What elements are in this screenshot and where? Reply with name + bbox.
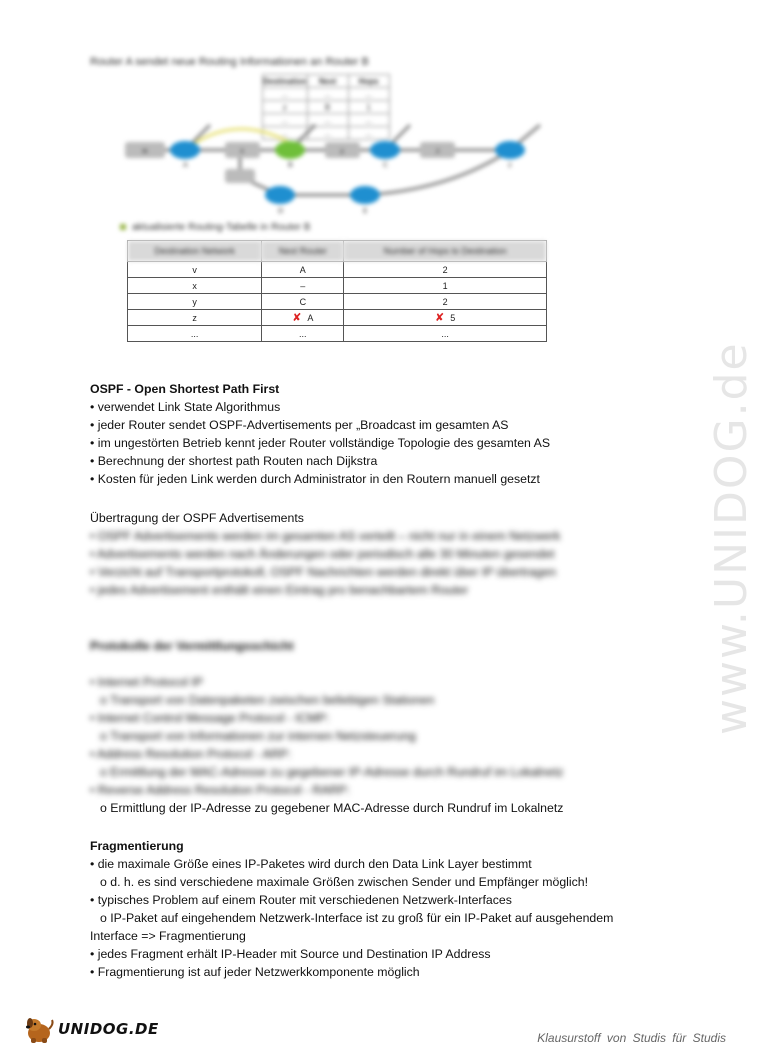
list-item: o Ermittlung der MAC-Adresse zu gegebener IP-Adresse durch Rundruf im Lokalnetz [100, 765, 564, 779]
list-item: • Advertisements werden nach Änderungen oder periodisch alle 30 Minuten gesendet [90, 547, 555, 561]
bullet-icon [120, 224, 126, 230]
list-item: • jedes Fragment erhält IP-Header mit Source und Destination IP Address [90, 947, 491, 961]
node-label: C [383, 161, 388, 169]
list-item: • OSPF Advertisements werden im gesamten AS verteilt – nicht nur in einem Netzwerk [90, 529, 561, 543]
section-heading: Fragmentierung [90, 839, 184, 853]
figure-table-cell: ... [307, 114, 348, 127]
figure-table-cell: ... [348, 88, 389, 101]
figure-table-header: Destination [263, 76, 307, 86]
routing-table-header-row [128, 241, 547, 262]
table-row [128, 262, 547, 278]
logo-text: UNIDOG.DE [58, 1020, 159, 1038]
footer-tagline: Klausurstoff von Studis für Studis [537, 1031, 726, 1045]
list-item: o d. h. es sind verschiedene maximale Größen zwischen Sender und Empfänger möglich! [100, 875, 589, 889]
list-item: • die maximale Größe eines IP-Paketes wird durch den Data Link Layer bestimmt [90, 857, 532, 871]
router-icon [170, 141, 200, 159]
blurred-list [90, 527, 560, 599]
figure-table-cell: ... [263, 88, 308, 101]
node-label: B [288, 161, 293, 169]
node-label: y [340, 147, 345, 155]
dest-cell: y [128, 294, 262, 310]
figure-table-cell: z [263, 101, 308, 114]
figure-table-cell: ... [263, 127, 308, 140]
next-cell: – [262, 278, 344, 294]
node-label: E [363, 207, 368, 215]
next-cell: C [262, 294, 344, 310]
list-item: • Address Resolution Protocol - ARP: [90, 747, 292, 761]
dest-cell: z [128, 310, 262, 326]
list-item: • verwendet Link State Algorithmus [90, 400, 281, 414]
next-cell: ... [262, 326, 344, 342]
figure-table-cell: ... [348, 127, 389, 140]
node-label: x [240, 147, 245, 155]
list-item: o Ermittlung der IP-Adresse zu gegebener MAC-Adresse durch Rundruf im Lokalnetz [100, 801, 564, 815]
figure-table-header: Next [307, 75, 348, 88]
protokolle-section [90, 637, 563, 817]
list-item: • Kosten für jeden Link werden durch Administrator in den Routern manuell gesetzt [90, 472, 540, 486]
node-label: D [278, 207, 284, 215]
router-icon [265, 186, 295, 204]
list-item: • im ungestörten Betrieb kennt jeder Router vollständige Topologie des gesamten AS [90, 436, 551, 450]
section-heading: OSPF - Open Shortest Path First [90, 382, 280, 396]
table-row [128, 326, 547, 342]
unidog-logo [22, 1012, 159, 1046]
ospf-section [90, 380, 550, 488]
table-row [128, 278, 547, 294]
figure-table-cell: 1 [348, 101, 389, 114]
table-row [128, 310, 547, 326]
router-icon [275, 141, 305, 159]
dog-icon [22, 1012, 56, 1046]
hops-value: 5 [450, 313, 456, 323]
section-heading: Übertragung der OSPF Advertisements [90, 511, 304, 525]
routing-table-header: Next Router [262, 241, 344, 262]
figure-table-cell: ... [307, 127, 348, 140]
routing-table [127, 240, 547, 342]
list-item: • Internet Control Message Protocol - ICMP: [90, 711, 330, 725]
list-item: • jeder Router sendet OSPF-Advertisements per „Broadcast im gesamten AS [90, 418, 509, 432]
figure-table-cell: ... [263, 114, 308, 127]
figure-table-header: Hops [348, 75, 389, 88]
hops-cell: 1 [344, 278, 547, 294]
list-item: • Berechnung der shortest path Routen nach Dijkstra [90, 454, 378, 468]
routing-table-header: Destination Network [128, 241, 262, 262]
node-label: A [183, 161, 188, 169]
hops-cell: 2 [344, 294, 547, 310]
network-diagram [100, 95, 570, 220]
figure-table-cell: B [307, 101, 348, 114]
list-item: • Fragmentierung ist auf jeder Netzwerkkomponente möglich [90, 965, 420, 979]
next-value: A [307, 313, 314, 323]
list-item: • jedes Advertisement enthält einen Eintrag pro benachbartem Router [90, 583, 469, 597]
watermark: www.UNIDOG.de [706, 341, 757, 735]
figure-table-cell: ... [348, 114, 389, 127]
list-item: o Transport von Informationen zur internen Netzsteuerung [100, 729, 416, 743]
router-icon [370, 141, 400, 159]
figure-caption: Router A sendet neue Routing Informationen an Router B [90, 56, 369, 68]
next-cell: A [262, 262, 344, 278]
next-cell [262, 310, 344, 326]
figure-table-cell: ... [307, 88, 348, 101]
node-label: w [142, 147, 148, 155]
list-item: • Verzicht auf Transportprotokoll, OSPF Nachrichten werden direkt über IP übertragen [90, 565, 557, 579]
list-item: • Reverse Address Resolution Protocol - RARP: [90, 783, 350, 797]
hops-cell: 2 [344, 262, 547, 278]
router-icon [350, 186, 380, 204]
node-label: z [508, 161, 512, 169]
list-item: • Internet Protocol IP [90, 675, 203, 689]
cross-icon: ✘ [292, 312, 302, 324]
figure-bullet [120, 222, 310, 233]
node-label: z [436, 147, 440, 155]
blurred-list [90, 673, 563, 799]
figure-bullet-text: aktualisierte Routing-Tabelle in Router B [132, 222, 311, 233]
routing-table-header: Number of Hops to Destination [344, 241, 547, 262]
dest-cell: ... [128, 326, 262, 342]
list-item: o IP-Paket auf eingehendem Netzwerk-Interface ist zu groß für ein IP-Paket auf ausgehendem [100, 911, 614, 925]
list-item: • typisches Problem auf einem Router mit verschiedenen Netzwerk-Interfaces [90, 893, 512, 907]
list-item: o Transport von Datenpaketen zwischen beliebigen Stationen [100, 693, 435, 707]
cross-icon: ✘ [435, 312, 445, 324]
hops-cell [344, 310, 547, 326]
section-heading: Protokolle der Vermittlungsschicht [90, 639, 294, 653]
router-icon [495, 141, 525, 159]
highlight-link [195, 129, 290, 143]
network-box [225, 169, 255, 183]
hops-cell: ... [344, 326, 547, 342]
table-row [128, 294, 547, 310]
dest-cell: v [128, 262, 262, 278]
dest-cell: x [128, 278, 262, 294]
fragmentierung-section [90, 837, 613, 981]
list-item: Interface => Fragmentierung [90, 929, 246, 943]
